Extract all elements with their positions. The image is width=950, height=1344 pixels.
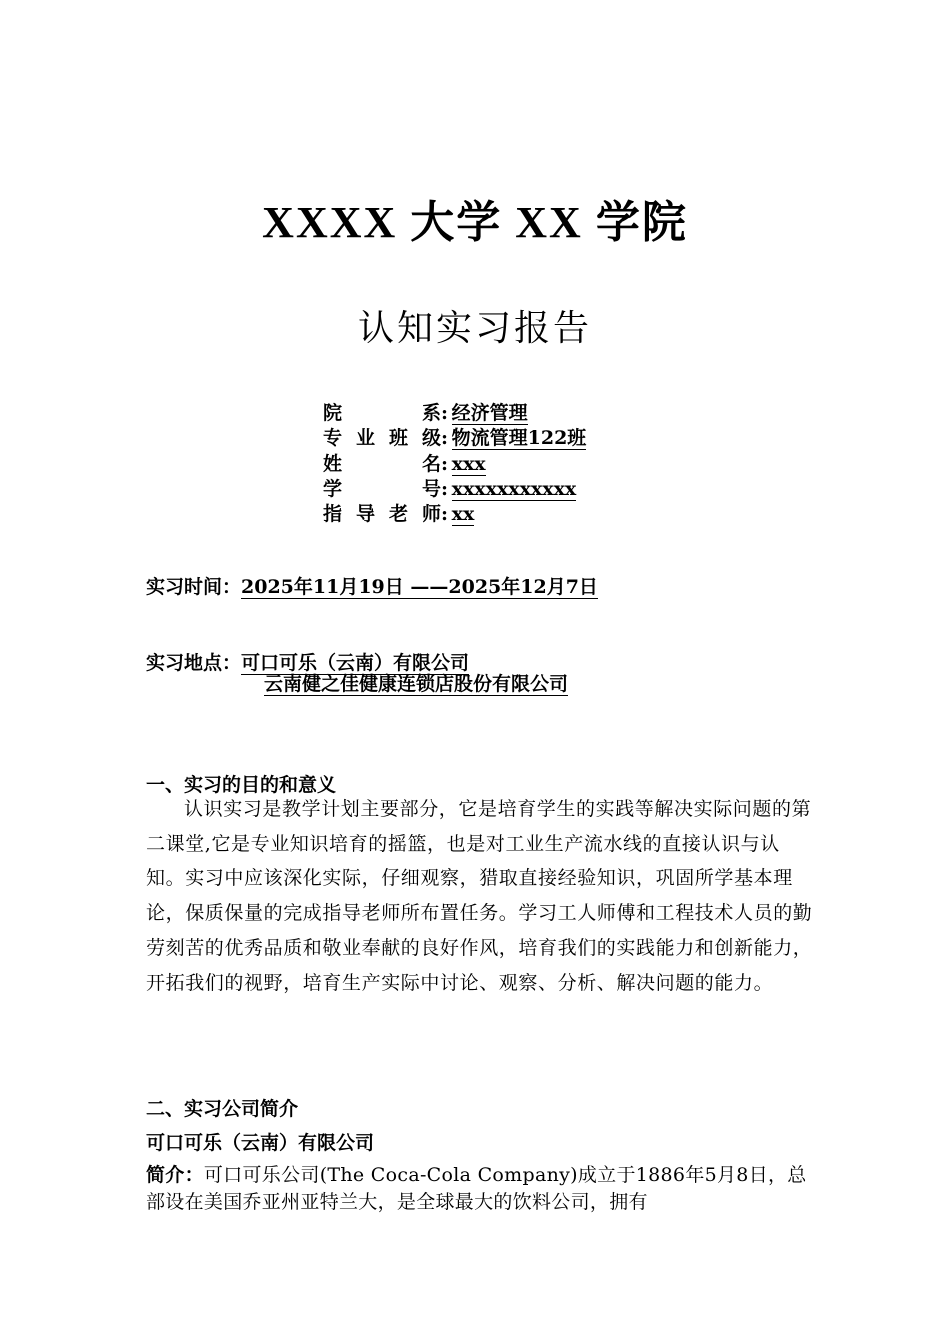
company-name: 可口可乐（云南）有限公司 [146,1132,375,1154]
section2-heading: 二、实习公司简介 [146,1098,299,1120]
info-label: 指导老师 [323,503,441,525]
info-row-department: 院系: 经济管理 [323,398,528,423]
internship-place-line-2 [264,673,568,696]
info-value: 经济管理 [451,402,528,424]
section1-body: 认识实习是教学计划主要部分，它是培育学生的实践等解决实际问题的第二课堂,它是专业知识培育的摇篮，也是对工业生产流水线的直接认识与认知。实习中应该深化实际，仔细观察，猎取直接经验知识，巩固所学基本理论，保质保量的完成指导老师所布置任务。学习工人师傅和工程技术人员的勤劳刻苦的优秀品质和敬业奉献的良好作风，培育我们的实践能力和创新能力，开拓我们的视野，培育生产实际中讨论、观察、分析、解决问题的能力。 [146,798,813,994]
info-label: 姓名 [323,453,441,475]
info-value: xx [451,503,475,525]
internship-place [146,648,469,675]
info-row-student-id: 学号: xxxxxxxxxxx [323,474,576,499]
info-row-name: 姓名: xxx [323,449,486,474]
internship-time-value: 2025年11月19日 ——2025年12月7日 [241,576,598,598]
section1-heading: 一、实习的目的和意义 [146,774,337,796]
info-value: xxxxxxxxxxx [451,478,577,500]
info-row-advisor: 指导老师: xx [323,499,474,524]
internship-place-value-2: 云南健之佳健康连锁店股份有限公司 [264,673,569,695]
report-title: 认知实习报告 [357,308,592,349]
company-intro [146,1162,814,1216]
internship-place-label: 实习地点： [146,652,242,674]
info-label: 学号 [323,478,441,500]
intro-text: 可口可乐公司(The Coca-Cola Company)成立于1886年5月8日，总部设在美国乔亚州亚特兰大，是全球最大的饮料公司，拥有 [146,1164,807,1213]
internship-time [146,572,598,599]
internship-time-label: 实习时间： [146,576,242,598]
info-row-class: 专业班级: 物流管理122班 [323,423,586,448]
info-value: 物流管理122班 [451,427,587,449]
info-label: 院系 [323,402,441,424]
info-label: 专业班级 [323,427,441,449]
info-value: xxx [451,453,486,475]
intro-label: 简介： [146,1164,204,1186]
internship-place-value-1: 可口可乐（云南）有限公司 [241,652,470,674]
university-title: XXXX 大学 XX 学院 [262,198,688,247]
